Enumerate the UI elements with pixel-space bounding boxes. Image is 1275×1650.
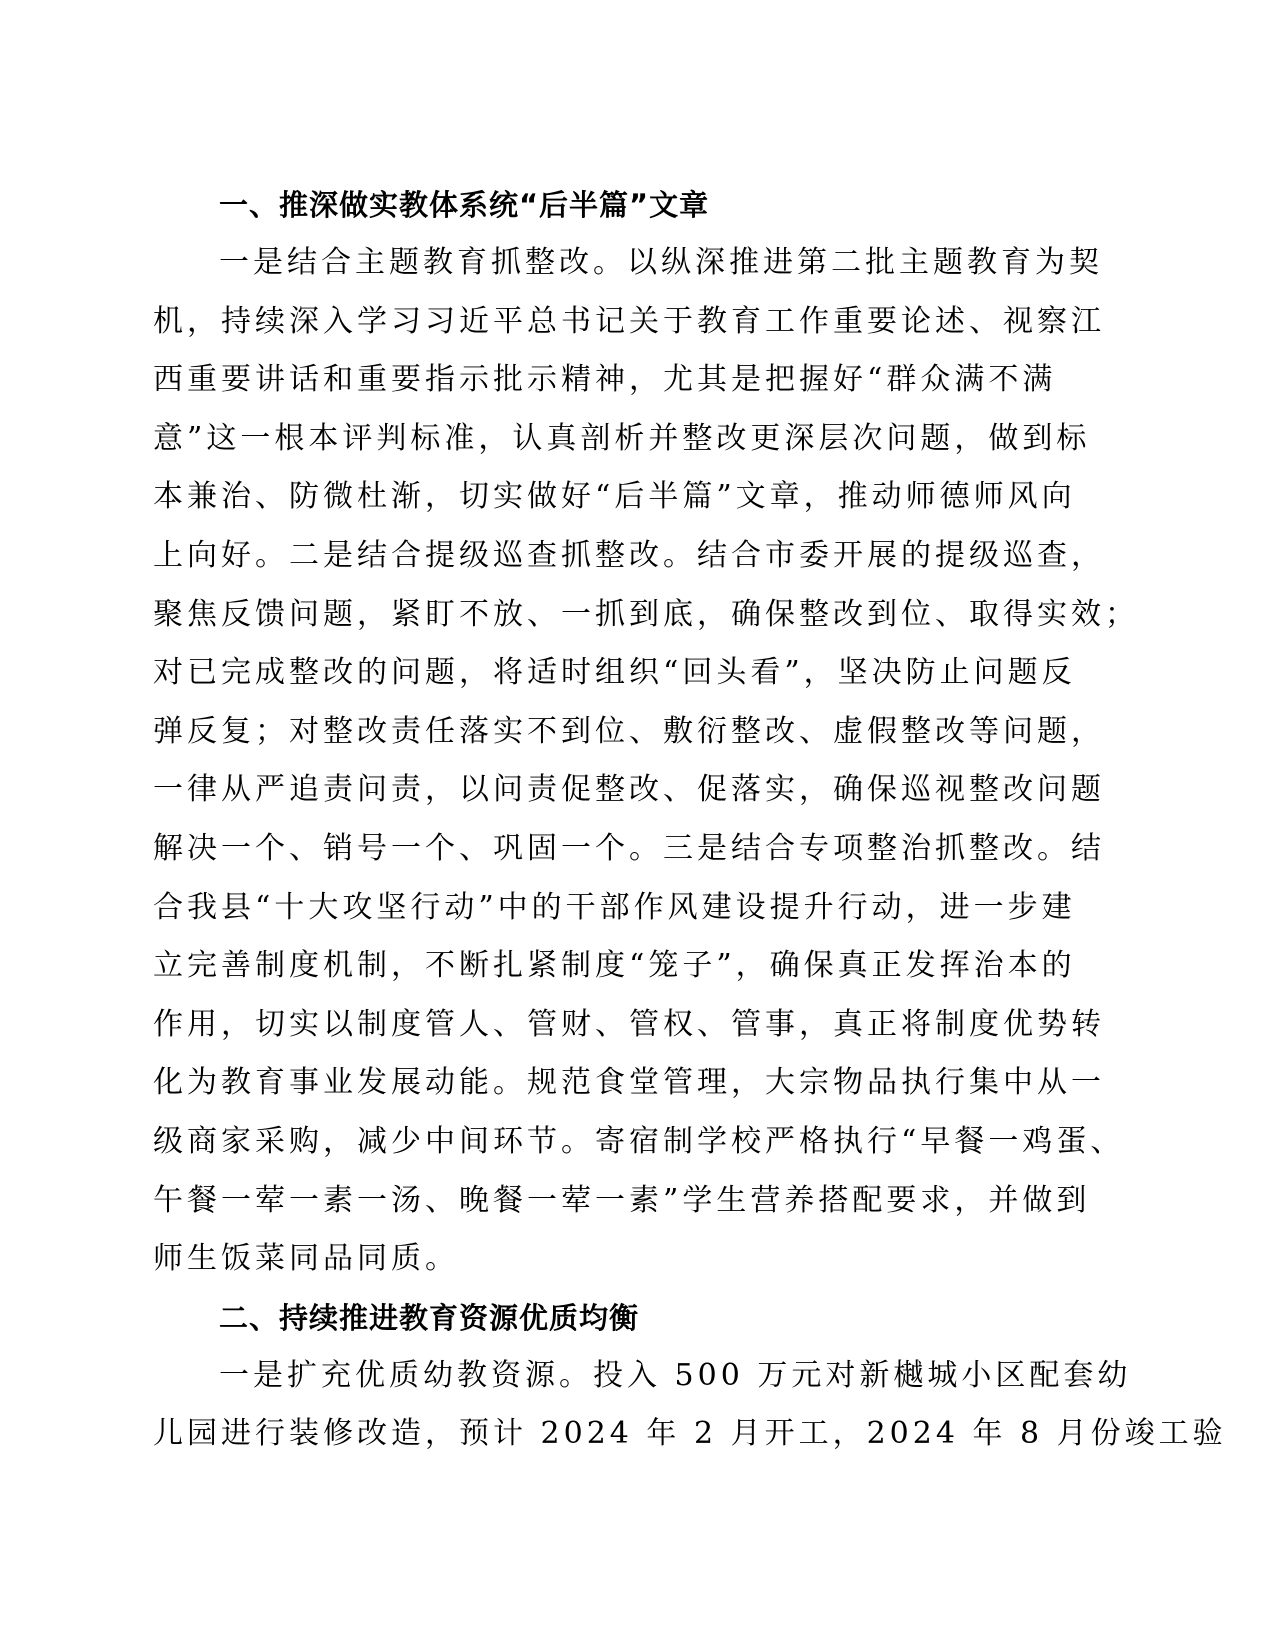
paragraph-line: 作用，切实以制度管人、管财、管权、管事，真正将制度优势转 — [153, 1006, 1105, 1042]
section-paragraph-1 — [153, 234, 1139, 1289]
paragraph-line: 立完善制度机制，不断扎紧制度“笼子”，确保真正发挥治本的 — [153, 948, 1076, 984]
section-heading-1: 一、推深做实教体系统“后半篇”文章 — [219, 188, 710, 222]
paragraph-line: 意”这一根本评判标准，认真剖析并整改更深层次问题，做到标 — [153, 420, 1091, 456]
paragraph-line: 西重要讲话和重要指示批示精神，尤其是把握好“群众满不满 — [153, 362, 1057, 398]
paragraph-line: 上向好。二是结合提级巡查抓整改。结合市委开展的提级巡查， — [153, 537, 1105, 573]
paragraph-line: 聚焦反馈问题，紧盯不放、一抓到底，确保整改到位、取得实效； — [153, 596, 1139, 632]
paragraph-line: 一是结合主题教育抓整改。以纵深推进第二批主题教育为契 — [219, 245, 1103, 280]
paragraph-line: 机，持续深入学习习近平总书记关于教育工作重要论述、视察江 — [153, 303, 1105, 339]
paragraph-line: 对已完成整改的问题，将适时组织“回头看”，坚决防止问题反 — [153, 655, 1076, 691]
paragraph-line: 儿园进行装修改造，预计 2024 年 2 月开工，2024 年 8 月份竣工验 — [153, 1416, 1227, 1452]
paragraph-line: 一律从严追责问责，以问责促整改、促落实，确保巡视整改问题 — [153, 772, 1105, 808]
paragraph-line: 解决一个、销号一个、巩固一个。三是结合专项整治抓整改。结 — [153, 830, 1105, 866]
paragraph-line: 弹反复；对整改责任落实不到位、敷衍整改、虚假整改等问题， — [153, 713, 1105, 749]
paragraph-line: 化为教育事业发展动能。规范食堂管理，大宗物品执行集中从一 — [153, 1065, 1105, 1101]
document-body — [153, 176, 1227, 1464]
section-paragraph-2 — [153, 1347, 1227, 1464]
paragraph-line: 级商家采购，减少中间环节。寄宿制学校严格执行“早餐一鸡蛋、 — [153, 1123, 1125, 1159]
paragraph-line: 合我县“十大攻坚行动”中的干部作风建设提升行动，进一步建 — [153, 889, 1076, 925]
paragraph-line: 一是扩充优质幼教资源。投入 500 万元对新樾城小区配套幼 — [219, 1357, 1132, 1393]
paragraph-line: 本兼治、防微杜渐，切实做好“后半篇”文章，推动师德师风向 — [153, 479, 1076, 515]
paragraph-line: 师生饭菜同品同质。 — [153, 1241, 459, 1277]
section-heading-2: 二、持续推进教育资源优质均衡 — [219, 1300, 640, 1335]
paragraph-line: 午餐一荤一素一汤、晚餐一荤一素”学生营养搭配要求，并做到 — [153, 1182, 1091, 1218]
